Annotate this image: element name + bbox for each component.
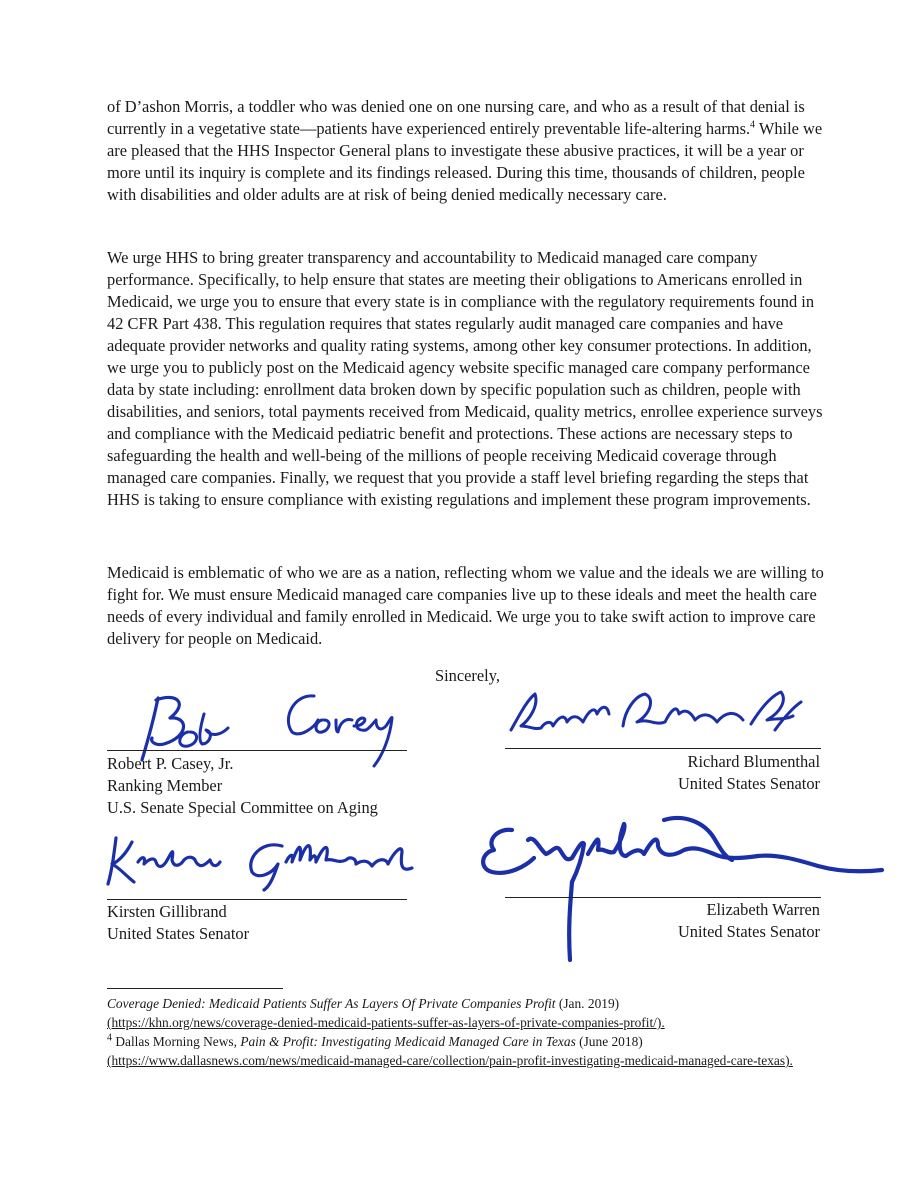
footnote-4-url[interactable]: (https://www.dallasnews.com/news/medicaid-managed-care/collection/pain-profit-investigating-medicaid-managed-care-texas). — [107, 1053, 793, 1068]
paragraph-3: Medicaid is emblematic of who we are as a nation, reflecting whom we value and the ideals we are willing to fight for. We must ensure Medicaid managed care companies live up to these ideals and meet the health care needs of every individual and family enrolled in Medicaid. We urge you to take swift action to improve care delivery for people on Medicaid. — [107, 563, 824, 648]
signatory-warren-title: United States Senator — [677, 922, 820, 941]
footnote-4-date: (June 2018) — [575, 1034, 643, 1049]
footnote-3 — [107, 994, 823, 1013]
signature-line-warren — [505, 897, 821, 898]
footnote-4-title: Pain & Profit: Investigating Medicaid Managed Care in Texas — [240, 1034, 576, 1049]
signatory-warren-name: Elizabeth Warren — [706, 900, 820, 919]
signatory-blumenthal-title: United States Senator — [677, 774, 820, 793]
footnotes — [107, 994, 823, 1070]
paragraph-1-text-after: While we are pleased that the HHS Inspector General plans to investigate these abusive practices, it will be a year or more until its inquiry is complete and its findings released. During this time, thousands of children, people with disabilities and older adults are at risk of being denied medically necessary care. — [107, 119, 823, 204]
signatory-casey-committee: U.S. Senate Special Committee on Aging — [107, 798, 378, 817]
closing: Sincerely, — [435, 666, 500, 685]
footnote-3-url[interactable]: (https://khn.org/news/coverage-denied-medicaid-patients-suffer-as-layers-of-private-companies-profit/). — [107, 1015, 665, 1030]
footnote-3-date: (Jan. 2019) — [555, 996, 620, 1011]
signature-gillibrand — [102, 832, 422, 892]
signatory-blumenthal-name: Richard Blumenthal — [687, 752, 820, 771]
signatory-blumenthal — [678, 751, 820, 795]
signature-line-gillibrand — [107, 899, 407, 900]
signature-line-casey — [107, 750, 407, 751]
footnote-divider — [107, 988, 283, 989]
paragraph-1 — [107, 96, 827, 206]
footnote-3-title: Coverage Denied: Medicaid Patients Suffer As Layers Of Private Companies Profit — [107, 996, 556, 1011]
footnote-4-source: Dallas Morning News, — [112, 1034, 241, 1049]
signatory-casey — [107, 753, 378, 819]
signatory-casey-title: Ranking Member — [107, 776, 223, 795]
signatory-warren — [678, 899, 820, 943]
signatory-gillibrand-name: Kirsten Gillibrand — [107, 902, 227, 921]
signature-blumenthal — [505, 686, 805, 746]
signature-line-blumenthal — [505, 748, 821, 749]
footnote-4 — [107, 1032, 823, 1051]
paragraph-2: We urge HHS to bring greater transparency and accountability to Medicaid managed care company performance. Specifically, to help ensure that states are meeting their obligations to Americans enrolled in Medicaid, we urge you to ensure that every state is in compliance with the regulatory requirements found in 42 CFR Part 438. This regulation requires that states regularly audit managed care companies and have adequate provider networks and quality rating systems, among other key consumer protections. In addition, we urge you to publicly post on the Medicaid agency website specific managed care company performance data by state including: enrollment data broken down by specific population such as children, people with disabilities, and seniors, total payments received from Medicaid, quality metrics, enrollee experience surveys and compliance with the Medicaid pediatric benefit and protections. These actions are necessary steps to safeguarding the health and well-being of the millions of people receiving Medicaid coverage through managed care companies. Finally, we request that you provide a staff level briefing regarding the steps that HHS is taking to ensure compliance with existing regulations and implement these program improvements. — [107, 248, 823, 509]
signatory-casey-name: Robert P. Casey, Jr. — [107, 754, 234, 773]
footnote-ref-4: 4 — [750, 119, 756, 131]
signatory-gillibrand-title: United States Senator — [107, 924, 250, 943]
footnote-4-number: 4 — [107, 1032, 112, 1044]
paragraph-1-text: of D’ashon Morris, a toddler who was denied one on one nursing care, and who as a result of that denial is currently in a vegetative state—patients have experienced entirely preventable life-altering harms. — [107, 97, 805, 138]
signatory-gillibrand — [107, 901, 249, 945]
